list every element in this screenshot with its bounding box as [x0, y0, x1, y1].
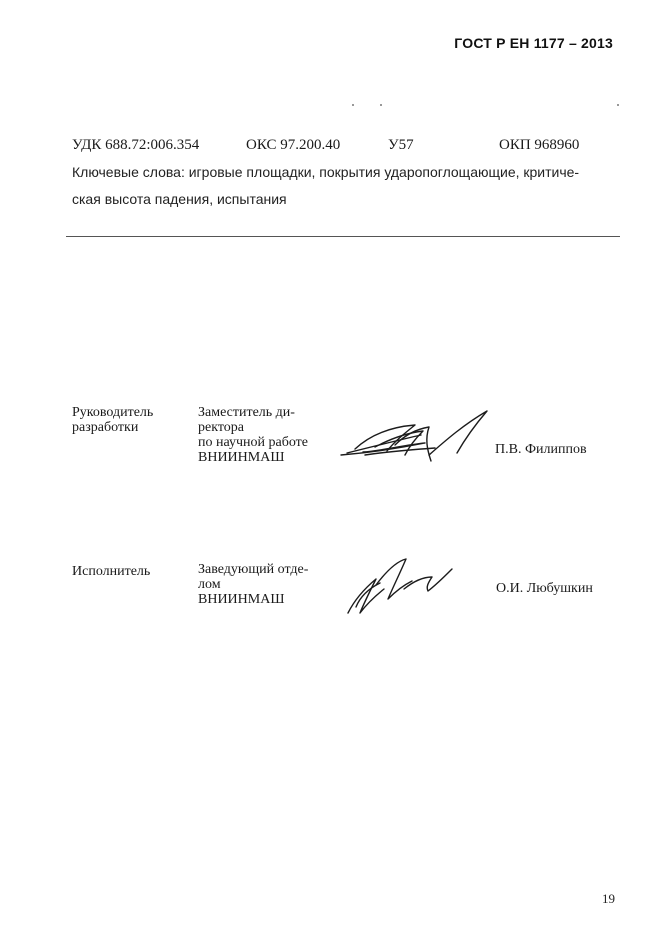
- position-line: ВНИИНМАШ: [198, 592, 285, 607]
- separator-line: [66, 236, 620, 237]
- standard-code: ГОСТ Р ЕН 1177 – 2013: [454, 35, 613, 51]
- u-code: У57: [388, 137, 414, 153]
- position-line: ректора: [198, 420, 244, 435]
- scan-speck: [380, 104, 382, 106]
- position-line: Заведующий отде-: [198, 562, 309, 577]
- position-line: лом: [198, 577, 221, 592]
- signer-name: О.И. Любушкин: [496, 581, 593, 596]
- handwritten-signature: [335, 405, 495, 470]
- signer-role: [72, 405, 153, 435]
- signer-name: П.В. Филиппов: [495, 442, 587, 457]
- keywords-line-1: Ключевые слова: игровые площадки, покрытия ударопоглощающие, критиче-: [72, 164, 580, 180]
- role-line: разработки: [72, 420, 139, 435]
- signer-position: [198, 562, 308, 607]
- oks-code: ОКС 97.200.40: [246, 137, 341, 153]
- udk-code: УДК 688.72:006.354: [72, 137, 200, 153]
- position-line: по научной работе: [198, 435, 308, 450]
- page-number: 19: [602, 891, 615, 906]
- position-line: Заместитель ди-: [198, 405, 295, 420]
- okp-code: ОКП 968960: [499, 137, 580, 153]
- scan-speck: [352, 104, 354, 106]
- handwritten-signature: [340, 555, 460, 620]
- scan-speck: [617, 104, 619, 106]
- signer-position: [198, 405, 308, 465]
- role-line: Исполнитель: [72, 564, 151, 579]
- position-line: ВНИИНМАШ: [198, 450, 285, 465]
- signer-role: [72, 564, 150, 579]
- keywords-line-2: ская высота падения, испытания: [72, 191, 287, 207]
- role-line: Руководитель: [72, 405, 154, 420]
